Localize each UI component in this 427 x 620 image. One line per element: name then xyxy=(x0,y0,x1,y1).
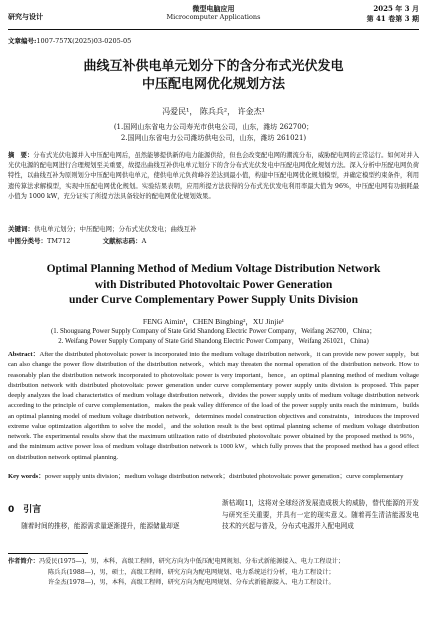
footnote-divider xyxy=(8,553,88,554)
paper-title-cn-line1: 曲线互补供电单元划分下的含分布式光伏发电 xyxy=(83,59,344,74)
header-section: 研究与设计 xyxy=(8,12,43,21)
keywords-cn xyxy=(8,224,419,234)
journal-name-en: Microcomputer Applications xyxy=(166,13,261,21)
journal-name xyxy=(8,4,419,22)
intro-paragraph-left: 随着时间的推移，能源需求量逐渐提升，能源储量却逐 xyxy=(21,522,180,530)
paper-title-en xyxy=(0,262,427,309)
keywords-en-text: power supply units division；medium voltage distribution network；distributed photovoltaic power generation；curve complementary xyxy=(44,473,404,480)
footnote-line-1 xyxy=(8,557,419,568)
section-heading-intro: 0 引言 xyxy=(8,505,42,515)
affiliation-cn-2: 2.国网山东省电力公司潍坊供电公司，山东，潍坊 261021) xyxy=(120,134,307,142)
header-divider xyxy=(8,29,419,30)
clc-label: 中图分类号： xyxy=(8,237,47,245)
doc-code-value: A xyxy=(141,237,147,245)
footnote-label: 作者简介： xyxy=(8,558,39,565)
footnote-author-1: 冯爱民(1975—)，男，本科，高级工程师，研究方向为中低压配电网规划、分布式新能源接入、电力工程设计； xyxy=(38,558,345,565)
abstract-en-text: After the distributed photovoltaic power is incorporated into the medium voltage distribution network，it can provide new power supply，but can also change the power flow distribution of the distribution network，which may threaten the normal operation of the distribution network. How to reasonably plan the distribution network incorporated to photovoltaic power is very important，hence，an optimal planning method of medium voltage distribution network with distributed photovoltaic power generation under curve complementary power supply units division is proposed. This paper deeply analyzes the load characteristics of medium voltage distribution network，divides the power supply units of medium voltage distribution network according to the principle of curve complementation，makes the peak valley difference of the load of the power supply units reach the minimum，builds an optimal planning model of medium voltage distribution network，determines model construction objectives and constraints，introduces the improved extreme value optimization algorithm to solve the model，and the solution result is the best optimal planning scheme of medium voltage distribution network. The experimental results show that the maximum utilization ratio of distributed photovoltaic power obtained by the proposed method is 96%，and the minimum active power loss of medium voltage distribution network is 1000 kW，which fully proves that the proposed method has a good effect on distribution network optimal planning. xyxy=(8,351,419,461)
abstract-en-label: Abstract： xyxy=(8,351,40,358)
abstract-cn-label: 摘 要： xyxy=(8,152,34,159)
affiliations-en xyxy=(0,327,427,347)
body-column-right: 渐枯竭[1]，这将对全球经济发展造成极大的威胁，替代能源的开发与研究至关重要，并具有一定的现实意义。随着再生清洁能源发电技术的兴起与普及，分布式电源并入配电网成 xyxy=(222,499,419,530)
issue-date: 2025 年 3 月 xyxy=(373,4,419,13)
abstract-en xyxy=(8,350,419,463)
article-number-label: 文章编号: xyxy=(8,37,37,45)
author-footnotes xyxy=(8,557,419,589)
article-number-value: 1007-757X(2025)03-0205-05 xyxy=(36,37,132,45)
clc-value: TM712 xyxy=(47,237,71,245)
paper-title-cn-line2: 中压配电网优化规划方法 xyxy=(141,77,285,92)
keywords-cn-text: 供电单元划分；中压配电网；分布式光伏发电；曲线互补 xyxy=(34,225,197,233)
paper-title-cn xyxy=(0,58,427,94)
affiliation-en-1: (1. Shouguang Power Supply Company of State Grid Shandong Electric Power Company，Weifang 262700，China； xyxy=(50,328,377,335)
paper-title-en-line3: under Curve Complementary Power Supply Units Division xyxy=(68,294,358,306)
article-number xyxy=(8,36,131,45)
keywords-en xyxy=(8,472,419,482)
issue-info xyxy=(367,4,419,23)
journal-name-cn: 微型电脑应用 xyxy=(192,4,235,13)
paper-title-en-line1: Optimal Planning Method of Medium Voltage Distribution Network xyxy=(46,263,381,275)
doc-code-label: 文献标志码： xyxy=(102,237,142,245)
footnote-author-2: 陈兵兵(1988—)，男，硕士，高级工程师，研究方向为配电网规划、电力系统运行分析，电力工程设计； xyxy=(48,568,335,576)
classification-info xyxy=(8,236,176,245)
body-column-left xyxy=(8,502,204,533)
affiliation-cn-1: (1.国网山东省电力公司寿光市供电公司，山东，潍坊 262700； xyxy=(113,123,314,131)
affiliations-cn xyxy=(0,122,427,144)
authors-cn: 冯爱民¹， 陈兵兵²， 许金杰¹ xyxy=(162,107,265,116)
footnote-author-3: 许金杰(1978—)，男，本科，高级工程师，研究方向为配电网规划、分布式新能源接入、电力工程设计。 xyxy=(48,579,335,586)
keywords-cn-label: 关键词： xyxy=(8,225,34,233)
paper-title-en-line2: with Distributed Photovoltaic Power Generation xyxy=(94,278,333,291)
abstract-cn xyxy=(8,151,419,202)
keywords-en-label: Key words： xyxy=(8,473,45,480)
authors-en: FENG Aimin¹，CHEN Bingbing²，XU Jinjie¹ xyxy=(142,317,285,326)
issue-volume: 第 41 卷第 3 期 xyxy=(366,13,419,23)
running-header xyxy=(8,4,419,26)
abstract-cn-text: 分布式光伏电源并入中压配电网后，虽然能够提供新的电力能源供给，但也会改变配电网的潮流分布，威胁配电网的正常运行。如何对并入光伏电源的配电网进行合理规划至关重要，故提出曲线互补供电单元划分下的含分布式光伏发电中压配电网优化规划方法。深入分析中压配电网负荷特性，以曲线互补为原则划分中压配电网供电单元，使供电单元负荷峰谷差达到最小值，构建中压配电网优化规划模型，并确定模型约束条件，利用遗传算法求解模型，实现中压配电网优化规划。实验结果表明，应用所提方法获得的分布式光伏发电利用率最大值为 96%，中压配电网有功损耗最小值为 1000 kW，充分证实了所提方法具备较好的配电网优化规划效果。 xyxy=(8,152,420,200)
affiliation-en-2: 2. Weifang Power Supply Company of State Grid Shandong Electric Power Company，Weifang 261021，China) xyxy=(58,338,369,345)
